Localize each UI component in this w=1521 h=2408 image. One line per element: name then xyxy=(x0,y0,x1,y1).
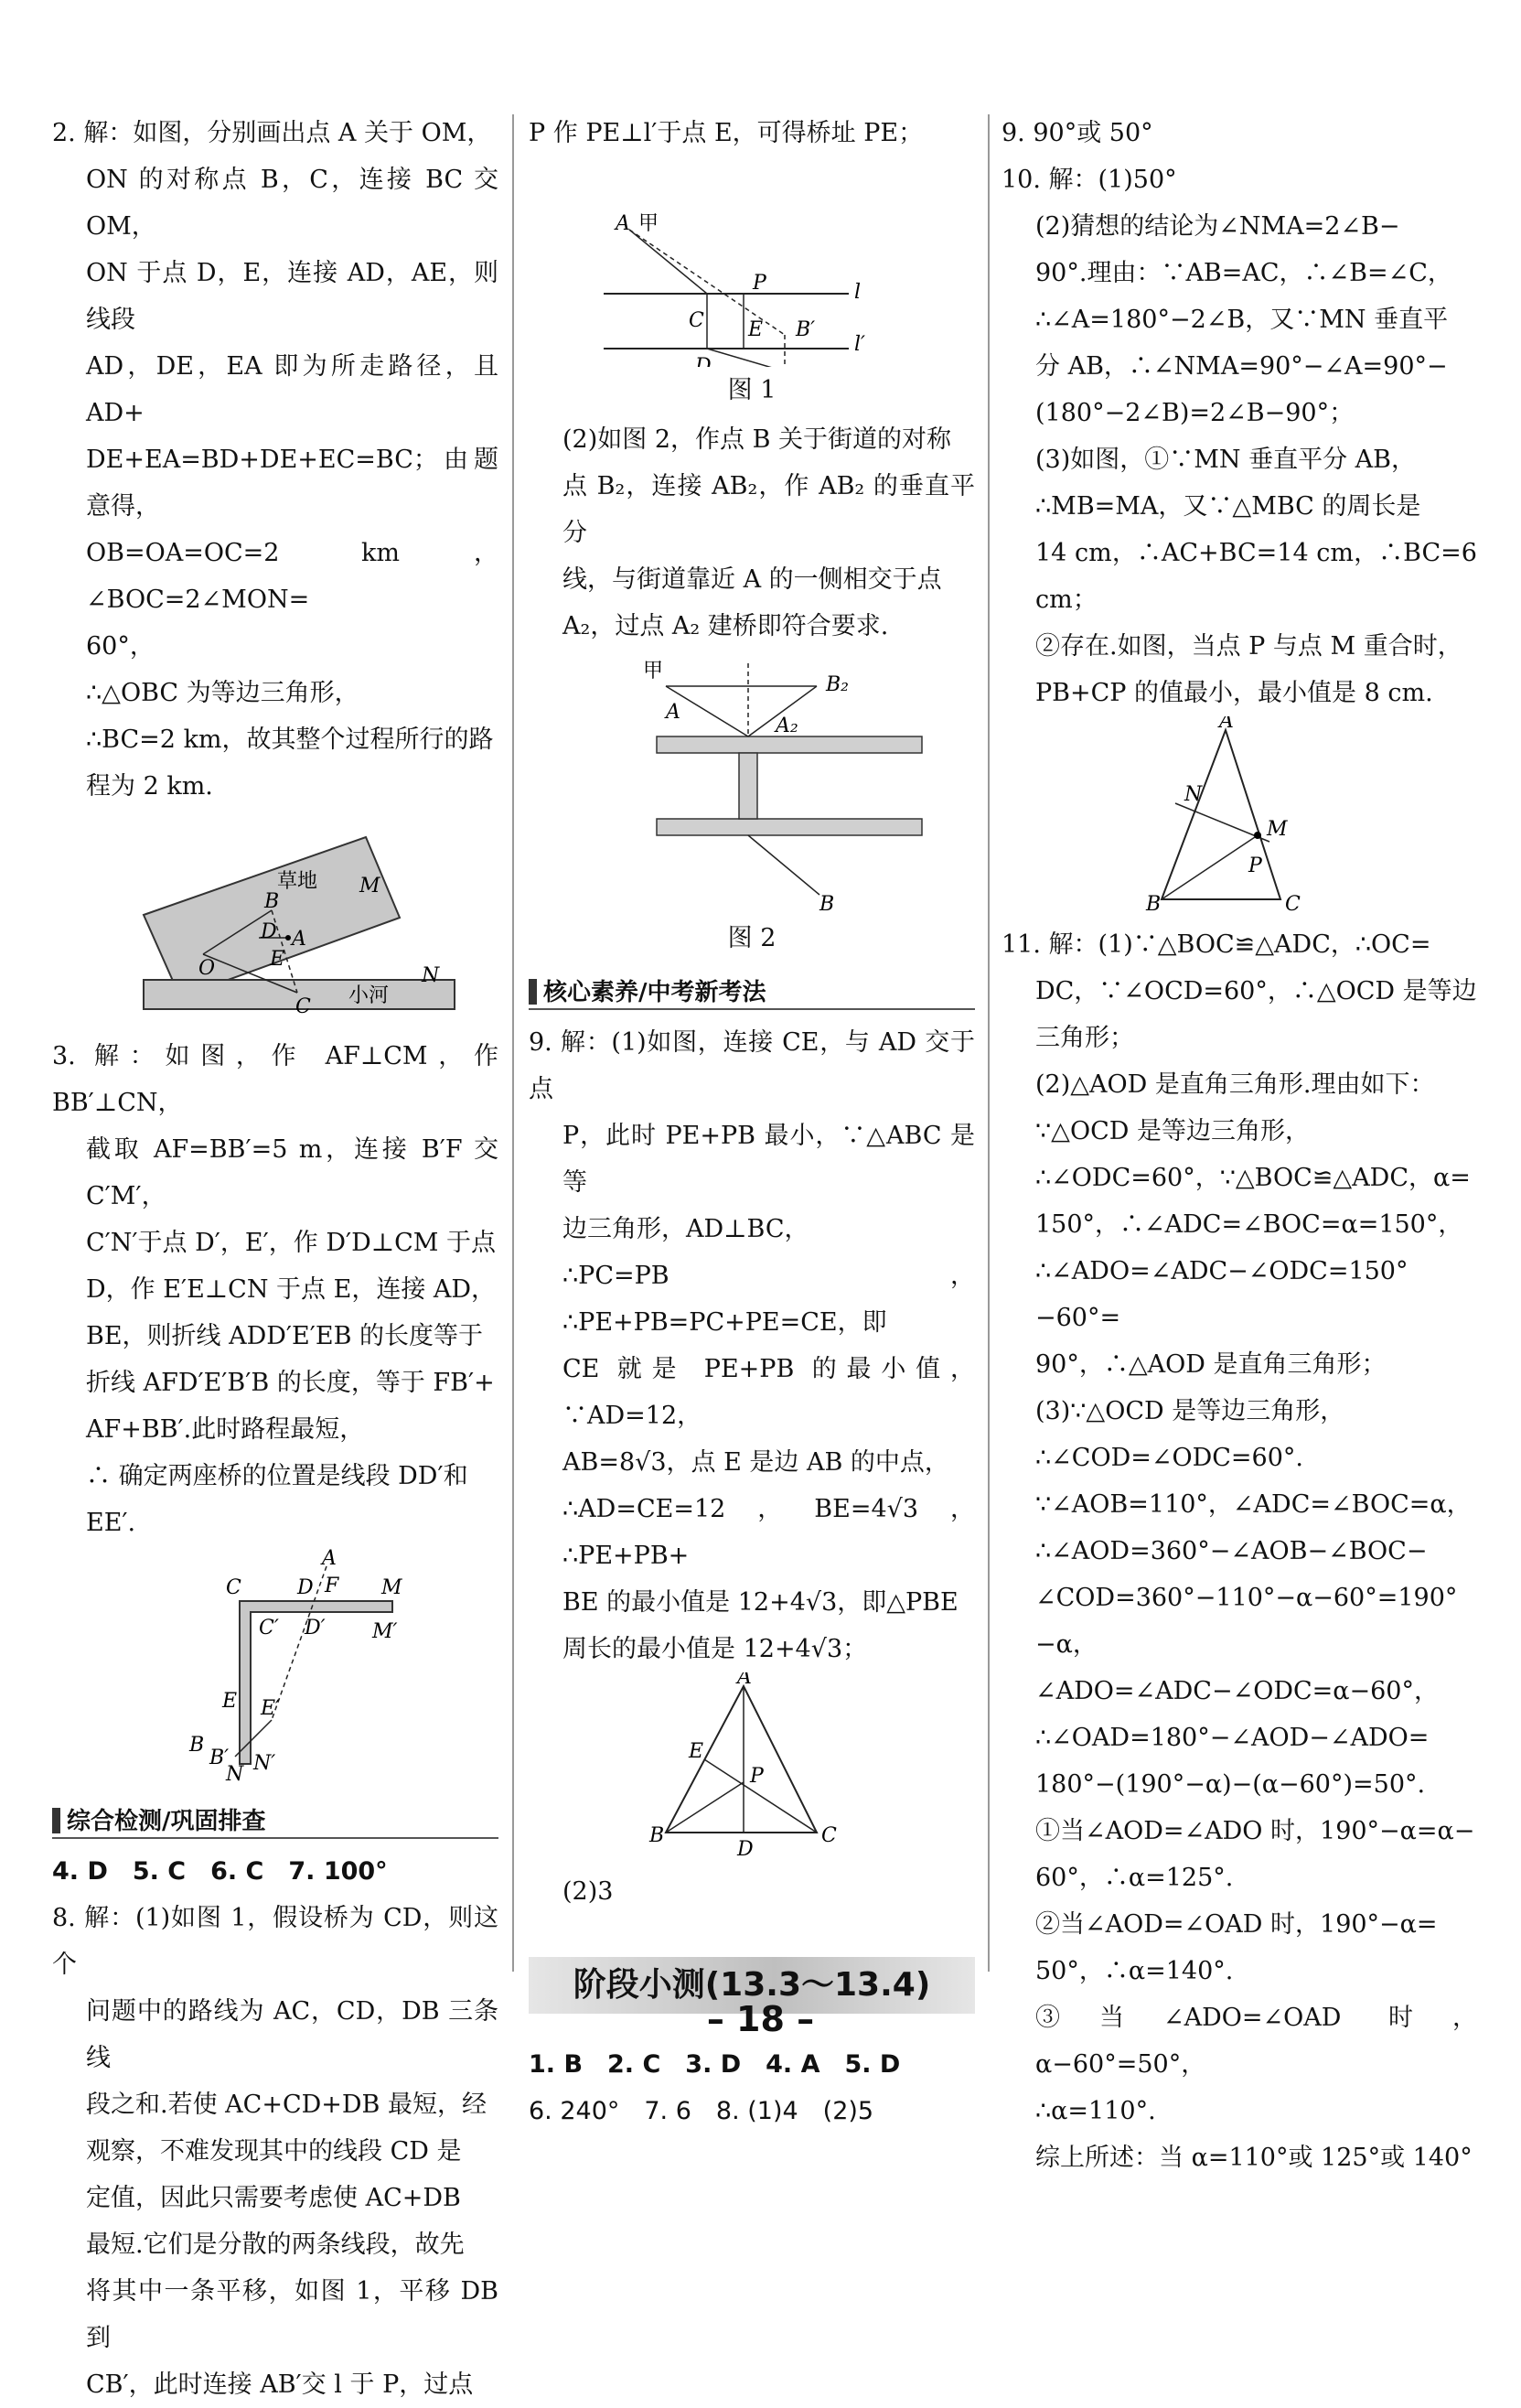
text-line: 将其中一条平移，如图 1，平移 DB 到 xyxy=(86,2277,498,2352)
text-line: 定值，因此只需要考虑使 AC+DB xyxy=(86,2184,461,2212)
text-line: ∴∠ADO=∠ADC−∠ODC=150°−60°= xyxy=(1035,1257,1409,1332)
svg-text:草地: 草地 xyxy=(277,870,318,893)
text-line: A₂，过点 A₂ 建桥即符合要求. xyxy=(562,612,889,640)
text-line: ∴MB=MA，又∵△MBC 的周长是 xyxy=(1035,492,1421,521)
figure-1-bridge xyxy=(529,156,975,367)
text-line: ∵△OCD 是等边三角形， xyxy=(1035,1117,1310,1145)
text-line: ∴∠AOD=360°−∠AOB−∠BOC− xyxy=(1035,1537,1428,1565)
text-line: OB=OA=OC=2 km，∠BOC=2∠MON= xyxy=(86,539,498,614)
svg-text:E′: E′ xyxy=(261,1697,281,1720)
text-line: PB+CP 的值最小，最小值是 8 cm. xyxy=(1035,679,1433,707)
svg-text:C: C xyxy=(1285,893,1301,916)
figure-10-triangle xyxy=(1002,716,1477,918)
svg-text:l′: l′ xyxy=(854,333,866,356)
text-line: 50°，∴α=140°. xyxy=(1035,1957,1234,1985)
svg-text:N′: N′ xyxy=(253,1752,276,1775)
text-line: 分 AB，∴∠NMA=90°−∠A=90°− xyxy=(1035,352,1448,381)
svg-text:D: D xyxy=(695,355,712,367)
svg-text:A: A xyxy=(322,1547,337,1570)
svg-text:N: N xyxy=(1184,783,1203,806)
svg-text:A: A xyxy=(292,928,306,951)
text-line: ON 于点 D，E，连接 AD，AE，则线段 xyxy=(86,259,498,334)
svg-text:B′: B′ xyxy=(209,1747,230,1769)
svg-text:D: D xyxy=(737,1838,754,1861)
text-line: 最短.它们是分散的两条线段，故先 xyxy=(86,2231,465,2259)
svg-text:O: O xyxy=(198,957,216,980)
text-line: 综上所述：当 α=110°或 125°或 140° xyxy=(1035,2144,1473,2172)
text-line: CE 就是 PE+PB 的最小值，∵AD=12， xyxy=(562,1355,975,1430)
text-line: 段之和.若使 AC+CD+DB 最短，经 xyxy=(86,2091,487,2119)
text-line: ②存在.如图，当点 P 与点 M 重合时， xyxy=(1035,632,1462,661)
text-line: 三角形； xyxy=(1035,1024,1134,1052)
text-line: (180°−2∠B)=2∠B−90°； xyxy=(1035,399,1355,427)
text-line: P，此时 PE+PB 最小，∵△ABC 是等 xyxy=(562,1122,975,1197)
text-line: ∴∠COD=∠ODC=60°. xyxy=(1035,1444,1303,1472)
text-line: AB=8√3，点 E 是边 AB 的中点， xyxy=(562,1448,949,1477)
svg-text:甲: 甲 xyxy=(643,660,664,683)
text-line: CB′，此时连接 AB′交 l 于 P，过点 xyxy=(86,2370,474,2399)
text-line: ∴α=110°. xyxy=(1035,2097,1156,2125)
page-number: – 18 – xyxy=(706,1999,815,2039)
svg-text:A₂: A₂ xyxy=(776,715,798,737)
text-line: AF+BB′.此时路程最短， xyxy=(86,1415,365,1444)
text-line: 边三角形，AD⊥BC， xyxy=(562,1215,809,1243)
text-line: 11. 解：(1)∵△BOC≌△ADC，∴OC= xyxy=(1002,930,1431,959)
text-line: ∠COD=360°−110°−α−60°=190°−α， xyxy=(1035,1584,1458,1659)
text-line: 截取 AF=BB′=5 m，连接 B′F 交 C′M′， xyxy=(86,1135,498,1210)
text-line: 折线 AFD′E′B′B 的长度，等于 FB′+ xyxy=(86,1369,495,1397)
text-line: 9. 90°或 50° xyxy=(1002,119,1153,147)
text-line: 点 B₂，连接 AB₂，作 AB₂ 的垂直平分 xyxy=(562,472,975,547)
svg-text:A: A xyxy=(737,1672,752,1689)
answers-4-7: 4. D 5. C 6. C 7. 100° xyxy=(52,1857,388,1886)
text-line: D，作 E′E⊥CN 于点 E，连接 AD， xyxy=(86,1275,497,1304)
answer-11 xyxy=(1002,921,1477,2181)
column-divider-1 xyxy=(512,114,514,1972)
text-line: 观察，不难发现其中的线段 CD 是 xyxy=(86,2137,462,2166)
text-line: (3)∵△OCD 是等边三角形， xyxy=(1035,1397,1345,1425)
figure-9-triangle xyxy=(529,1672,975,1865)
svg-text:P: P xyxy=(750,1765,764,1788)
svg-text:N: N xyxy=(422,964,440,987)
section-header-comprehensive: 综合检测/巩固排查 xyxy=(52,1801,498,1841)
svg-text:A: A xyxy=(1219,716,1234,733)
text-line: ∴∠A=180°−2∠B，又∵MN 垂直平 xyxy=(1035,306,1449,334)
svg-text:E: E xyxy=(748,318,764,341)
text-line: 8. 解：(1)如图 1，假设桥为 CD，则这个 xyxy=(52,1904,498,1979)
text-line: ∴∠OAD=180°−∠AOD−∠ADO= xyxy=(1035,1724,1430,1752)
svg-text:E: E xyxy=(689,1740,704,1763)
svg-text:M: M xyxy=(359,875,380,898)
text-line: ∴△OBC 为等边三角形， xyxy=(86,679,359,707)
figure-two-bridges xyxy=(52,1546,498,1784)
text-line: 2. 解：如图，分别画出点 A 关于 OM， xyxy=(52,119,492,147)
svg-text:甲: 甲 xyxy=(638,212,659,235)
svg-text:A: A xyxy=(616,212,630,235)
svg-text:B′: B′ xyxy=(796,318,816,341)
text-line: (3)如图，①∵MN 垂直平分 AB， xyxy=(1035,446,1417,474)
column-divider-2 xyxy=(988,114,990,1972)
text-line: AD，DE，EA 即为所走路径，且 AD+ xyxy=(86,352,498,427)
svg-text:A: A xyxy=(666,701,680,724)
svg-text:C: C xyxy=(226,1576,241,1599)
text-line: DC，∵∠OCD=60°，∴△OCD 是等边 xyxy=(1035,977,1477,1005)
text-line: ③当∠ADO=∠OAD 时，α−60°=50°， xyxy=(1035,2004,1477,2079)
svg-text:B: B xyxy=(1146,893,1162,916)
text-line: ∴∠ODC=60°，∵△BOC≌△ADC，α= xyxy=(1035,1164,1471,1192)
text-line: ∴PC=PB，∴PE+PB=PC+PE=CE，即 xyxy=(562,1262,975,1337)
svg-text:M′: M′ xyxy=(372,1620,398,1643)
text-line: (2)△AOD 是直角三角形.理由如下： xyxy=(1035,1070,1435,1099)
text-line: P 作 PE⊥l′于点 E，可得桥址 PE； xyxy=(529,119,924,147)
svg-text:l: l xyxy=(854,281,862,304)
figure-2-bridge xyxy=(529,650,975,915)
svg-text:E: E xyxy=(222,1690,238,1713)
quiz-answers-6-8: 6. 240° 7. 6 8. (1)4 (2)5 xyxy=(529,2097,874,2125)
text-line: 问题中的路线为 AC，CD，DB 三条线 xyxy=(86,1997,498,2072)
text-line: 180°−(190°−α)−(α−60°)=50°. xyxy=(1035,1770,1426,1799)
text-line: 周长的最小值是 12+4√3； xyxy=(562,1635,868,1663)
answer-2 xyxy=(52,110,498,810)
figure-2-caption: 图 2 xyxy=(727,924,777,952)
text-line: ∴AD=CE=12，BE=4√3，∴PE+PB+ xyxy=(562,1495,975,1570)
text-line: ∴BC=2 km，故其整个过程所行的路 xyxy=(86,726,494,754)
quiz-answers-1-5: 1. B 2. C 3. D 4. A 5. D xyxy=(529,2050,901,2079)
svg-text:B: B xyxy=(264,890,280,913)
svg-text:E: E xyxy=(270,948,285,971)
svg-text:D: D xyxy=(297,1576,314,1599)
text-line: ∠ADO=∠ADC−∠ODC=α−60°， xyxy=(1035,1677,1439,1705)
svg-text:B: B xyxy=(819,893,835,915)
text-line: 3. 解：如图，作 AF⊥CM，作 BB′⊥CN， xyxy=(52,1042,498,1117)
text-line: 150°，∴∠ADC=∠BOC=α=150°， xyxy=(1035,1210,1463,1239)
text-line: 90°，∴△AOD 是直角三角形； xyxy=(1035,1350,1387,1379)
svg-text:C′: C′ xyxy=(259,1617,279,1639)
text-line: C′N′于点 D′，E′，作 D′D⊥CM 于点 xyxy=(86,1229,497,1257)
svg-text:M: M xyxy=(1267,818,1288,841)
svg-text:N: N xyxy=(226,1763,244,1784)
answer-10 xyxy=(1002,156,1477,716)
text-line: 14 cm，∴AC+BC=14 cm，∴BC=6 cm； xyxy=(1035,539,1477,614)
text-line: (2)3 xyxy=(562,1877,614,1906)
text-line: 60°，∴α=125°. xyxy=(1035,1864,1234,1892)
column-2 xyxy=(529,110,975,2134)
svg-text:D′: D′ xyxy=(305,1617,326,1639)
answer-9 xyxy=(529,1019,975,1672)
text-line: (2)猜想的结论为∠NMA=2∠B− xyxy=(1035,212,1400,241)
text-line: EE′. xyxy=(86,1509,136,1537)
answer-3 xyxy=(52,1033,498,1546)
text-line: ON 的对称点 B，C，连接 BC 交OM， xyxy=(86,166,498,241)
text-line: 9. 解：(1)如图，连接 CE，与 AD 交于点 xyxy=(529,1028,975,1103)
text-line: 程为 2 km. xyxy=(86,772,213,801)
text-line: ∵∠AOB=110°，∠ADC=∠BOC=α， xyxy=(1035,1490,1472,1519)
text-line: BE，则折线 ADD′E′EB 的长度等于 xyxy=(86,1322,484,1350)
figure-river-grass xyxy=(52,810,498,1029)
answer-8-part2 xyxy=(529,416,975,650)
text-line: 90°.理由：∵AB=AC，∴∠B=∠C， xyxy=(1035,259,1452,287)
text-line: 10. 解：(1)50° xyxy=(1002,166,1177,194)
text-line: BE 的最小值是 12+4√3，即△PBE xyxy=(562,1588,959,1617)
svg-text:C: C xyxy=(689,309,704,332)
svg-text:B₂: B₂ xyxy=(826,673,849,696)
svg-text:B: B xyxy=(649,1824,665,1847)
svg-text:小河: 小河 xyxy=(348,984,390,1007)
stage-quiz-banner: 阶段小测(13.3～13.4) xyxy=(529,1957,975,2014)
text-line: ∴ 确定两座桥的位置是线段 DD′和 xyxy=(86,1462,468,1490)
text-line: 60°， xyxy=(86,632,155,661)
svg-text:C: C xyxy=(295,995,311,1018)
svg-text:C: C xyxy=(821,1824,837,1847)
text-line: (2)如图 2，作点 B 关于街道的对称 xyxy=(562,425,952,454)
answer-8 xyxy=(52,1895,498,2408)
section-header-core: 核心素养/中考新考法 xyxy=(529,972,975,1012)
svg-text:P: P xyxy=(1248,855,1262,877)
text-line: 线，与街道靠近 A 的一侧相交于点 xyxy=(562,565,942,594)
figure-1-caption: 图 1 xyxy=(727,376,777,404)
svg-text:B: B xyxy=(189,1734,205,1757)
svg-text:F: F xyxy=(325,1575,339,1597)
svg-text:D: D xyxy=(261,920,277,943)
text-line: ②当∠AOD=∠OAD 时，190°−α= xyxy=(1035,1910,1438,1939)
column-3 xyxy=(1002,110,1477,2181)
text-line: ①当∠AOD=∠ADO 时，190°−α=α− xyxy=(1035,1817,1475,1845)
svg-text:M: M xyxy=(381,1576,402,1599)
text-line: DE+EA=BD+DE+EC=BC；由题意得， xyxy=(86,446,498,521)
column-1 xyxy=(52,110,498,2408)
svg-text:P: P xyxy=(753,272,766,295)
